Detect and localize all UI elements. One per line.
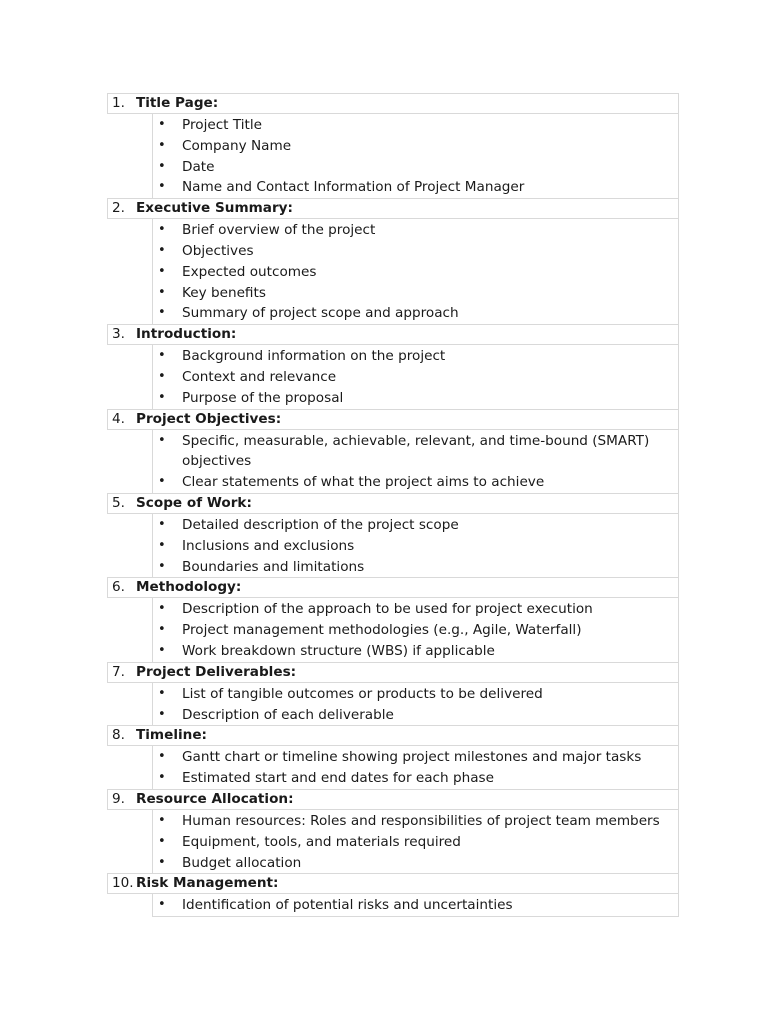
section-title: Project Deliverables: [136,663,297,680]
section-items [152,113,679,199]
bullet-icon: • [158,749,166,765]
list-item [153,705,678,726]
bullet-icon: • [158,537,166,553]
bullet-icon: • [158,284,166,300]
section-items [152,218,679,325]
section-items [152,809,679,874]
bullet-icon: • [158,833,166,849]
bullet-icon: • [158,516,166,532]
item-text: Project management methodologies (e.g., Agile, Waterfall) [182,622,582,639]
list-item [153,684,678,705]
list-item [153,895,678,916]
item-text: Clear statements of what the project aims to achieve [182,474,545,491]
section-heading [107,662,679,683]
item-text: List of tangible outcomes or products to be delivered [182,685,543,702]
item-text: Equipment, tools, and materials required [182,833,461,850]
item-text: Identification of potential risks and uncertainties [182,897,513,914]
bullet-icon: • [158,137,166,153]
item-text: Project Title [182,117,262,133]
list-item [153,303,678,324]
section-project-objectives [107,409,679,494]
section-heading [107,577,679,598]
section-scope-of-work [107,493,679,578]
section-items [152,893,679,917]
bullet-icon: • [158,158,166,174]
section-project-deliverables [107,662,679,727]
section-title: Timeline: [136,727,207,744]
bullet-icon: • [158,812,166,828]
section-title: Title Page: [136,95,219,111]
section-heading [107,324,679,345]
section-heading [107,493,679,514]
item-text: Description of each deliverable [182,706,394,723]
item-text: Name and Contact Information of Project Manager [182,179,525,196]
section-number: 7. [112,663,125,680]
bullet-icon: • [158,117,166,132]
section-number: 9. [112,790,125,807]
bullet-icon: • [158,685,166,701]
item-text: Inclusions and exclusions [182,537,355,554]
section-number: 8. [112,727,125,744]
list-item [153,599,678,620]
bullet-icon: • [158,368,166,384]
list-item [153,388,678,409]
item-text: Specific, measurable, achievable, relevant, and time-bound (SMART) objectives [182,432,650,470]
section-timeline [107,725,679,790]
section-items [152,682,679,727]
bullet-icon: • [158,222,166,238]
list-item [153,557,678,578]
section-number: 2. [112,200,125,217]
list-item [153,472,678,493]
bullet-icon: • [158,389,166,405]
section-heading [107,789,679,810]
item-text: Estimated start and end dates for each phase [182,770,494,787]
item-text: Expected outcomes [182,263,317,280]
section-introduction [107,324,679,409]
bullet-icon: • [158,854,166,870]
item-text: Description of the approach to be used for project execution [182,601,593,618]
section-executive-summary [107,198,679,325]
section-number: 1. [112,95,125,111]
list-item [153,641,678,662]
bullet-icon: • [158,263,166,279]
list-item [153,747,678,768]
document-outline [107,93,679,917]
section-title: Executive Summary: [136,200,293,217]
bullet-icon: • [158,897,166,913]
item-text: Gantt chart or timeline showing project milestones and major tasks [182,749,642,766]
section-heading [107,409,679,430]
bullet-icon: • [158,242,166,258]
section-title: Introduction: [136,326,237,343]
bullet-icon: • [158,770,166,786]
item-text: Budget allocation [182,854,302,871]
section-items [152,513,679,578]
section-items [152,745,679,790]
list-item [153,367,678,388]
list-item [153,346,678,367]
list-item [153,536,678,557]
bullet-icon: • [158,706,166,722]
bullet-icon: • [158,601,166,617]
item-text: Objectives [182,242,254,259]
list-item [153,811,678,832]
item-text: Background information on the project [182,348,446,365]
section-title: Project Objectives: [136,410,282,427]
section-heading [107,93,679,114]
section-heading [107,725,679,746]
section-methodology [107,577,679,662]
bullet-icon: • [158,642,166,658]
section-heading [107,198,679,219]
item-text: Context and relevance [182,368,337,385]
section-risk-management [107,873,679,917]
item-text: Date [182,158,215,175]
list-item [153,241,678,262]
section-title-page [107,93,679,199]
list-item [153,177,678,198]
list-item [153,431,678,473]
list-item [153,515,678,536]
list-item [153,136,678,157]
item-text: Detailed description of the project scope [182,516,459,533]
item-text: Company Name [182,137,292,154]
item-text: Purpose of the proposal [182,389,344,406]
section-title: Risk Management: [136,875,279,892]
list-item [153,832,678,853]
item-text: Work breakdown structure (WBS) if applicable [182,642,495,659]
item-text: Summary of project scope and approach [182,305,459,322]
item-text: Brief overview of the project [182,222,376,239]
section-items [152,597,679,662]
list-item [153,283,678,304]
item-text: Human resources: Roles and responsibilities of project team members [182,812,660,829]
list-item [153,262,678,283]
bullet-icon: • [158,305,166,321]
section-items [152,344,679,409]
list-item [153,853,678,874]
bullet-icon: • [158,432,166,448]
section-number: 10. [112,875,134,892]
section-items [152,429,679,494]
section-title: Scope of Work: [136,494,252,511]
section-number: 3. [112,326,125,343]
section-resource-allocation [107,789,679,874]
section-heading [107,873,679,894]
list-item [153,620,678,641]
list-item [153,768,678,789]
bullet-icon: • [158,558,166,574]
section-number: 5. [112,494,125,511]
list-item [153,115,678,136]
bullet-icon: • [158,348,166,364]
item-text: Key benefits [182,284,266,301]
section-title: Methodology: [136,579,242,596]
bullet-icon: • [158,179,166,195]
list-item [153,157,678,178]
section-number: 6. [112,579,125,596]
item-text: Boundaries and limitations [182,558,365,575]
list-item [153,220,678,241]
section-title: Resource Allocation: [136,790,294,807]
bullet-icon: • [158,474,166,490]
bullet-icon: • [158,622,166,638]
section-number: 4. [112,410,125,427]
